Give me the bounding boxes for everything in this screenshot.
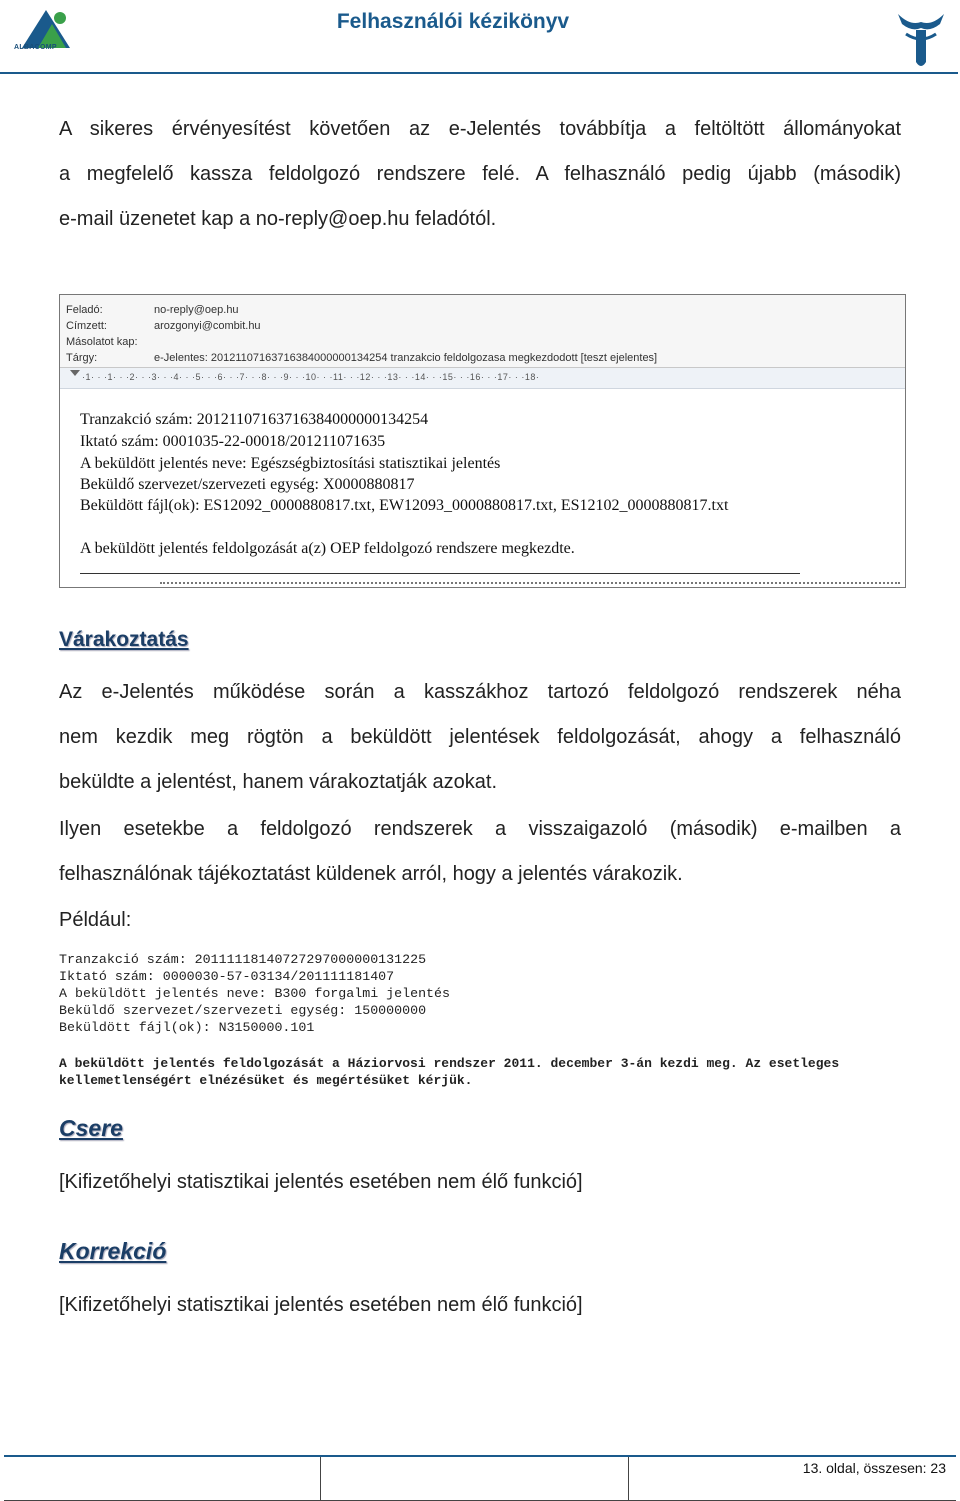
wait-line: beküldte a jelentést, hanem várakoztatják azokat. (59, 771, 498, 793)
example-line: Beküldő szervezet/szervezeti egység: 150000000 (59, 1003, 427, 1018)
wait-line: Ilyen esetekbe a feldolgozó rendszerek a visszaigazoló (második) e-mailben a (59, 818, 901, 840)
swap-paragraph (59, 1160, 901, 1205)
example-note: A beküldött jelentés feldolgozását a Háziorvosi rendszer 2011. december 3-án kezdi meg. Az esetleges kellemetlenségért elnézésüket és megértésüket kérjük. (59, 1056, 840, 1088)
example-label (59, 898, 901, 943)
oep-logo-icon (896, 8, 946, 70)
email-screenshot (59, 294, 906, 588)
swap-text: [Kifizetőhelyi statisztikai jelentés esetében nem élő funkció] (59, 1171, 583, 1193)
wait-paragraph-2 (59, 807, 901, 897)
example-line: Tranzakció szám: 20111118140727297000000131225 (59, 952, 427, 967)
section-heading-wait: Várakoztatás (59, 628, 189, 651)
footer-cell-divider (628, 1457, 629, 1500)
email-header (60, 295, 905, 368)
page-number: 13. oldal, összesen: 23 (802, 1460, 946, 1476)
page-footer (4, 1455, 956, 1501)
wait-line: Az e-Jelentés működése során a kasszákhoz tartozó feldolgozó rendszerek néha (59, 681, 901, 703)
email-body-line: Tranzakció szám: 20121107163716384000000134254 (80, 411, 429, 428)
footer-cell-divider (320, 1457, 321, 1500)
section-heading-swap: Csere (59, 1115, 123, 1141)
email-body-line: Iktató szám: 0001035-22-00018/201211071635 (80, 433, 386, 450)
correction-text: [Kifizetőhelyi statisztikai jelentés esetében nem élő funkció] (59, 1294, 583, 1316)
intro-paragraph (59, 107, 901, 242)
intro-line: e-mail üzenetet kap a no-reply@oep.hu feladótól. (59, 208, 497, 230)
example-line: A beküldött jelentés neve: B300 forgalmi jelentés (59, 986, 450, 1001)
intro-line: a megfelelő kassza feldolgozó rendszere felé. A felhasználó pedig újabb (második) (59, 163, 901, 185)
screenshot-cut-edge (160, 582, 900, 587)
email-body-line: Beküldött fájl(ok): ES12092_0000880817.txt, EW12093_0000880817.txt, ES12102_0000880817.txt (80, 497, 729, 514)
correction-paragraph (59, 1283, 901, 1328)
email-body-line: A beküldött jelentés feldolgozását a(z) OEP feldolgozó rendszere megkezdte. (80, 540, 575, 557)
header-divider (0, 72, 958, 74)
document-title: Felhasználói kézikönyv (336, 10, 570, 33)
section-heading-correction: Korrekció (59, 1238, 167, 1264)
intro-line: A sikeres érvényesítést követően az e-Jelentés továbbítja a feltöltött állományokat (59, 118, 901, 140)
editor-ruler (60, 368, 905, 389)
email-to-row: Címzett: arozgonyi@combit.hu (66, 320, 261, 332)
email-body-line: Beküldő szervezet/szervezeti egység: X0000880817 (80, 476, 415, 493)
ruler-ticks: ·1· · ·1· · ·2· · ·3· · ·4· · ·5· · ·6· · ·7· · ·8· · ·9· · ·10· · ·11· · ·12· · ·13· · ·14· · ·15· · ·16· · ·17· · ·18· (82, 372, 540, 382)
ruler-indent-marker-icon (70, 370, 80, 376)
email-cc-row: Másolatot kap: (66, 336, 138, 348)
example-label-text: Például: (59, 909, 132, 931)
wait-paragraph-1 (59, 670, 901, 805)
page-header (0, 0, 960, 76)
email-from-row: Feladó: no-reply@oep.hu (66, 304, 239, 316)
email-separator (80, 573, 800, 574)
example-block (59, 951, 450, 1036)
example-line: Iktató szám: 0000030-57-03134/201111181407 (59, 969, 395, 984)
wait-line: nem kezdik meg rögtön a beküldött jelentések feldolgozását, ahogy a felhasználó (59, 726, 901, 748)
wait-line: felhasználónak tájékoztatást küldenek arról, hogy a jelentés várakozik. (59, 863, 683, 885)
email-subject-row: Tárgy: e-Jelentes: 20121107163716384000000134254 tranzakcio feldolgozasa megkezdodott [teszt ejelentes] (66, 352, 658, 364)
example-line: Beküldött fájl(ok): N3150000.101 (59, 1020, 315, 1035)
email-body-line: A beküldött jelentés neve: Egészségbiztosítási statisztikai jelentés (80, 455, 501, 472)
albacomp-logo-text: ALBACOMP (14, 44, 57, 51)
